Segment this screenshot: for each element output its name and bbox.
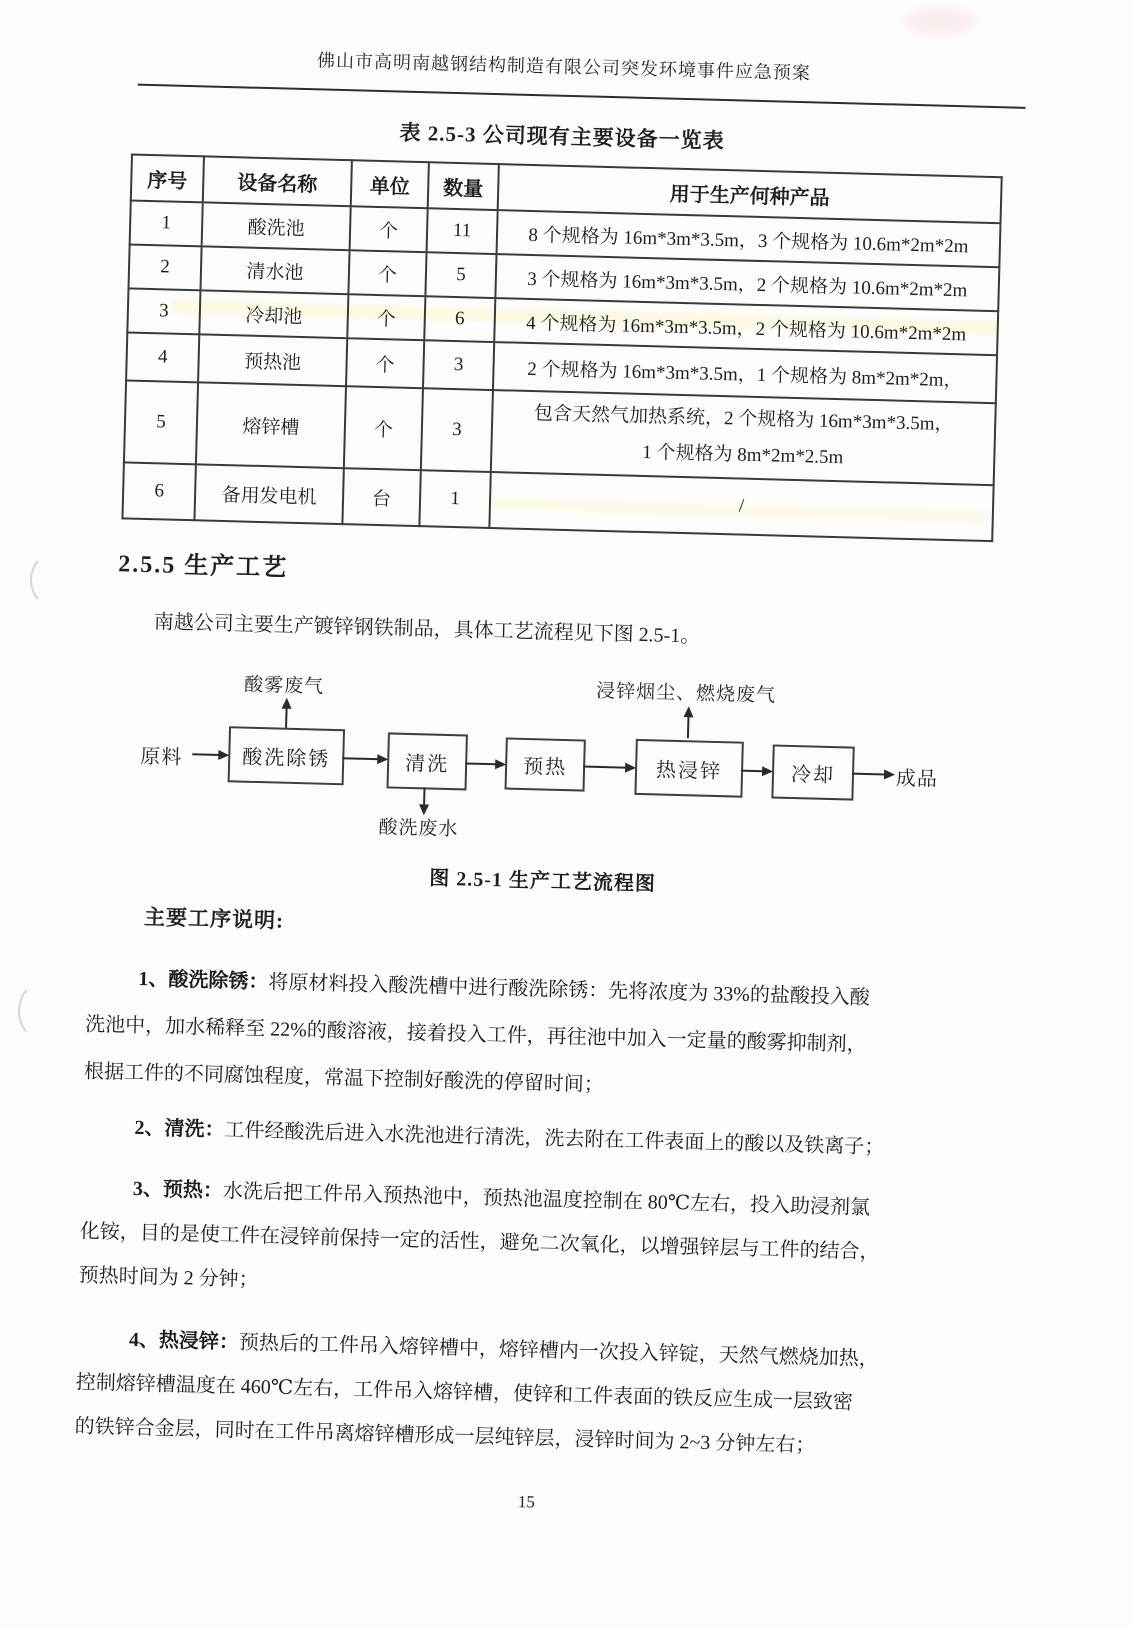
- cell-name: 预热池: [198, 334, 347, 386]
- procedure-text: 水洗后把工件吊入预热池中，预热池温度控制在 80℃左右，投入助浸剂氯 化铵，目的是使工件在浸锌前保持一定的活性，避免二次氧化，以增强锌层与工件的结合， 预热时间为 2 分钟；: [78, 1180, 880, 1292]
- procedure-lead: 4、热浸锌：: [128, 1328, 240, 1354]
- cell-usage: 3 个规格为 16m*3m*3.5m，2 个规格为 10.6m*2m*2m: [495, 254, 999, 311]
- cell-unit: 个: [348, 250, 426, 296]
- cell-name: 熔锌槽: [196, 382, 346, 468]
- flow-source-label: 原料: [139, 745, 183, 770]
- procedures-heading: 主要工序说明:: [143, 905, 285, 933]
- cell-usage: /: [489, 472, 993, 541]
- flow-step-cooling: 冷却: [771, 744, 854, 800]
- cell-unit: 个: [346, 338, 424, 388]
- cell-qty: 3: [423, 340, 494, 390]
- cell-qty: 3: [421, 388, 493, 472]
- cell-unit: 个: [344, 386, 423, 470]
- flow-step-hot-dip-galvanizing: 热浸锌: [634, 739, 743, 798]
- col-header-name: 设备名称: [203, 156, 352, 206]
- col-header-qty: 数量: [428, 162, 499, 210]
- flow-step-preheating: 预热: [505, 737, 586, 791]
- cell-name: 酸洗池: [202, 202, 351, 250]
- section-heading: 2.5.5 生产工艺: [117, 551, 289, 582]
- cell-no: 1: [130, 200, 203, 246]
- figure-caption: 图 2.5-1 生产工艺流程图: [429, 867, 657, 896]
- cell-no: 4: [126, 332, 199, 382]
- flow-arrow-right: [465, 762, 503, 765]
- flow-arrow-right: [583, 766, 633, 769]
- procedure-text: 将原材料投入酸洗槽中进行酸洗除锈：先将浓度为 33%的盐酸投入酸 洗池中，加水稀释至 22%的酸溶液，接着投入工件，再往池中加入一定量的酸雾抑制剂， 根据工件的不同腐蚀程度，常温下控制好酸洗的停留时间；: [83, 971, 871, 1097]
- cell-usage: 8 个规格为 16m*3m*3.5m，3 个规格为 10.6m*2m*2m: [497, 210, 1001, 267]
- procedure-text: 预热后的工件吊入熔锌槽中，熔锌槽内一次投入锌锭，天然气燃烧加热， 控制熔锌槽温度在 460℃左右，工件吊入熔锌槽，使锌和工件表面的铁反应生成一层致密 的铁锌合金层，同时在工件吊离熔锌槽形成一层纯锌层，浸锌时间为 2~3 分钟左右；: [74, 1331, 880, 1457]
- page-number: 15: [517, 1492, 536, 1512]
- emission-label-acid-mist: 酸雾废气: [243, 674, 325, 698]
- cell-no: 5: [124, 380, 198, 464]
- procedure-lead: 3、预热：: [132, 1177, 224, 1203]
- section-intro: 南越公司主要生产镀锌钢铁制品，具体工艺流程见下图 2.5-1。: [153, 611, 701, 648]
- cell-unit: 个: [347, 294, 425, 340]
- wastewater-label: 酸洗废水: [378, 817, 459, 841]
- cell-no: 3: [127, 288, 200, 334]
- col-header-usage: 用于生产何种产品: [498, 164, 1002, 223]
- flow-arrow-right: [741, 770, 770, 773]
- flow-step-rinsing: 清洗: [386, 732, 467, 790]
- flow-product-label: 成品: [895, 767, 939, 791]
- procedure-lead: 1、酸洗除锈：: [138, 967, 269, 994]
- procedure-item-1: [83, 955, 992, 1120]
- cell-unit: 台: [342, 468, 420, 526]
- flow-arrow-up: [285, 708, 288, 728]
- procedure-text: 工件经酸洗后进入水洗池进行清洗，洗去附在工件表面上的酸以及铁离子；: [224, 1119, 885, 1159]
- cell-name: 清水池: [200, 246, 349, 294]
- flow-arrow-down: [423, 787, 425, 805]
- equipment-table: [121, 153, 1002, 542]
- running-header-title: 佛山市高明南越钢结构制造有限公司突发环境事件应急预案: [316, 50, 812, 84]
- col-header-unit: 单位: [351, 160, 429, 208]
- cell-unit: 个: [350, 206, 428, 252]
- cell-qty: 1: [419, 470, 490, 528]
- procedure-item-4: [74, 1316, 983, 1472]
- flow-arrow-up: [687, 716, 690, 738]
- cell-qty: 5: [425, 252, 496, 298]
- cell-name: 冷却池: [199, 290, 348, 338]
- flow-arrow-right: [192, 753, 226, 756]
- flow-arrow-right: [852, 773, 892, 776]
- cell-name: 备用发电机: [194, 464, 343, 524]
- emission-label-zinc-fume: 浸锌烟尘、燃烧废气: [595, 680, 777, 707]
- flow-step-pickling: 酸洗除锈: [228, 726, 345, 785]
- cell-qty: 6: [424, 296, 495, 342]
- cell-usage: 2 个规格为 16m*3m*3.5m，1 个规格为 8m*2m*2m，: [493, 342, 997, 403]
- procedure-lead: 2、清洗：: [134, 1116, 225, 1142]
- cell-usage: 包含天然气加热系统，2 个规格为 16m*3m*3.5m， 1 个规格为 8m*2m*2.5m: [491, 390, 996, 485]
- cell-no: 2: [128, 244, 201, 290]
- cell-no: 6: [122, 462, 195, 520]
- procedure-item-3: [78, 1166, 987, 1322]
- table-title: 表 2.5-3 公司现有主要设备一览表: [399, 120, 725, 154]
- col-header-no: 序号: [131, 155, 204, 203]
- cell-qty: 11: [427, 208, 498, 254]
- header-rule: [138, 84, 1026, 109]
- flow-arrow-right: [342, 757, 385, 760]
- cell-usage: 4 个规格为 16m*3m*3.5m，2 个规格为 10.6m*2m*2m: [494, 298, 998, 355]
